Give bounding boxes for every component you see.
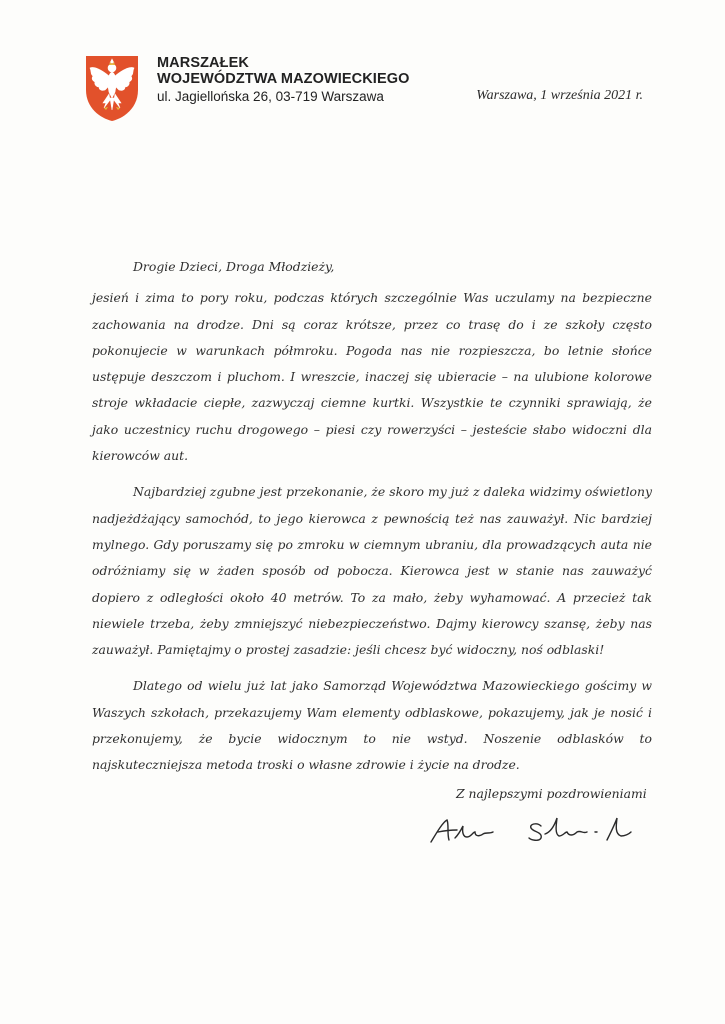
- letter-body: [92, 254, 652, 779]
- handwritten-signature-icon: [425, 810, 635, 850]
- organization-header: [157, 55, 409, 105]
- letter-paragraph-2: Najbardziej zgubne jest przekonanie, że skoro my już z daleka widzimy oświetlony nadjeżdżający samochód, to jego kierowca z pewnością też nas zauważył. Nic bardziej mylnego. Gdy poruszamy się po zmroku w ciemnym ubraniu, dla prowadzących auta nie odróżniamy się w żaden sposób od pobocza. Kierowca jest w stanie nas zauważyć dopiero z odległości około 40 metrów. To za mało, żeby wyhamować. A przecież tak niewiele trzeba, żeby zmniejszyć niebezpieczeństwo. Dajmy kierowcy szansę, żeby nas zauważył. Pamiętajmy o prostej zasadzie: jeśli chcesz być widoczny, noś odblaski!: [92, 484, 652, 658]
- org-address: ul. Jagiellońska 26, 03-719 Warszawa: [157, 89, 384, 104]
- eagle-crest-icon: [84, 54, 140, 122]
- letter-paragraph-3: Dlatego od wielu już lat jako Samorząd Województwa Mazowieckiego gościmy w Waszych szkołach, przekazujemy Wam elementy odblaskowe, pokazujemy, jak je nosić i przekonujemy, że bycie widocznym to nie wstyd. Noszenie odblasków to najskuteczniejsza metoda troski o własne zdrowie i życie na drodze.: [92, 678, 652, 773]
- letter-greeting: Drogie Dzieci, Droga Młodzieży,: [133, 259, 335, 274]
- org-title-line1: MARSZAŁEK: [157, 55, 249, 71]
- org-title-line2: WOJEWÓDZTWA MAZOWIECKIEGO: [157, 71, 410, 87]
- letter-paragraph-1: jesień i zima to pory roku, podczas których szczególnie Was uczulamy na bezpieczne zachowania na drodze. Dni są coraz krótsze, przez co trasę do i ze szkoły często pokonujecie w warunkach półmroku. Pogoda nas nie rozpieszcza, bo letnie słońce ustępuje deszczom i pluchom. I wreszcie, inaczej się ubieracie – na ulubione kolorowe stroje wkładacie ciepłe, zazwyczaj ciemne kurtki. Wszystkie te czynniki sprawiają, że jako uczestnicy ruchu drogowego – piesi czy rowerzyści – jesteście słabo widoczni dla kierowców aut.: [92, 290, 652, 464]
- letter-date: Warszawa, 1 września 2021 r.: [476, 88, 643, 103]
- letter-closing: Z najlepszymi pozdrowieniami: [456, 786, 647, 801]
